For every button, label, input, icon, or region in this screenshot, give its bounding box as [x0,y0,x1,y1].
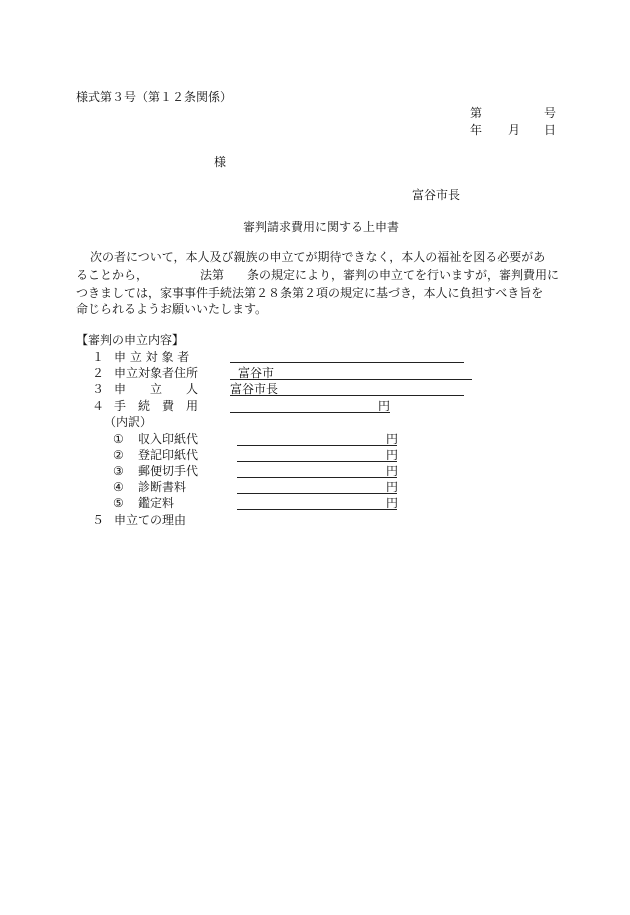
body-line-3: つきましては，家事事件手続法第２８条第２項の規定に基づき，本人に負担すべき旨を [76,286,544,300]
breakdown-1-label: 収入印紙代 [138,432,199,446]
breakdown-heading: （内訳） [104,415,153,429]
item-2-value: 富谷市 [238,366,275,380]
breakdown-1-line [237,445,397,446]
item-4-blank-line [230,412,390,413]
breakdown-3-line [237,477,397,478]
body-line-2a: ることから， [76,268,149,282]
body-line-4: 命じられるようお願いいたします。 [76,302,268,316]
item-1-label: 申 立 対 象 者 [114,350,190,364]
item-1-blank-line [230,362,464,363]
breakdown-1-yen: 円 [386,432,399,446]
breakdown-2-label: 登記印紙代 [138,448,199,462]
item-3-number: ３ [92,382,105,396]
body-line-2b: 法第 [200,268,225,282]
breakdown-1-mark: ① [113,432,124,446]
breakdown-4-line [237,493,397,494]
section-heading: 【審判の申立内容】 [76,333,185,347]
breakdown-3-mark: ③ [113,464,124,478]
breakdown-4-label: 診断書料 [138,480,187,494]
sender: 富谷市長 [412,188,461,202]
body-line-2c: 条の規定により，審判の申立てを行いますが，審判費用に [247,268,560,282]
form-number: 様式第３号（第１２条関係） [76,90,233,104]
item-4-number: ４ [92,399,105,413]
item-3-value: 富谷市長 [230,382,279,396]
item-3-label: 申 立 人 [114,382,199,396]
date-day: 日 [544,123,557,137]
breakdown-2-mark: ② [113,448,124,462]
breakdown-4-mark: ④ [113,480,124,494]
item-4-label: 手 続 費 用 [114,399,199,413]
doc-number-prefix: 第 [470,106,483,120]
date-year: 年 [470,123,483,137]
addressee-suffix: 様 [214,155,227,169]
breakdown-2-yen: 円 [386,448,399,462]
document-title: 審判請求費用に関する上申書 [243,220,400,234]
doc-number-suffix: 号 [544,106,557,120]
item-2-number: ２ [92,366,105,380]
item-3-blank-line [230,395,464,396]
item-4-yen: 円 [378,399,391,413]
breakdown-5-mark: ⑤ [113,496,124,510]
breakdown-5-yen: 円 [386,496,399,510]
breakdown-2-line [237,461,397,462]
item-2-label: 申立対象者住所 [114,366,199,380]
breakdown-5-line [237,509,397,510]
item-2-blank-line [230,379,472,380]
breakdown-3-label: 郵便切手代 [138,464,199,478]
body-line-1: 次の者について，本人及び親族の申立てが期待できなく，本人の福祉を図る必要があ [90,250,546,264]
item-5-label: 申立ての理由 [114,513,187,527]
item-5-number: ５ [92,513,105,527]
date-month: 月 [508,123,521,137]
breakdown-5-label: 鑑定料 [138,496,175,510]
item-1-number: １ [92,350,105,364]
breakdown-3-yen: 円 [386,464,399,478]
breakdown-4-yen: 円 [386,480,399,494]
